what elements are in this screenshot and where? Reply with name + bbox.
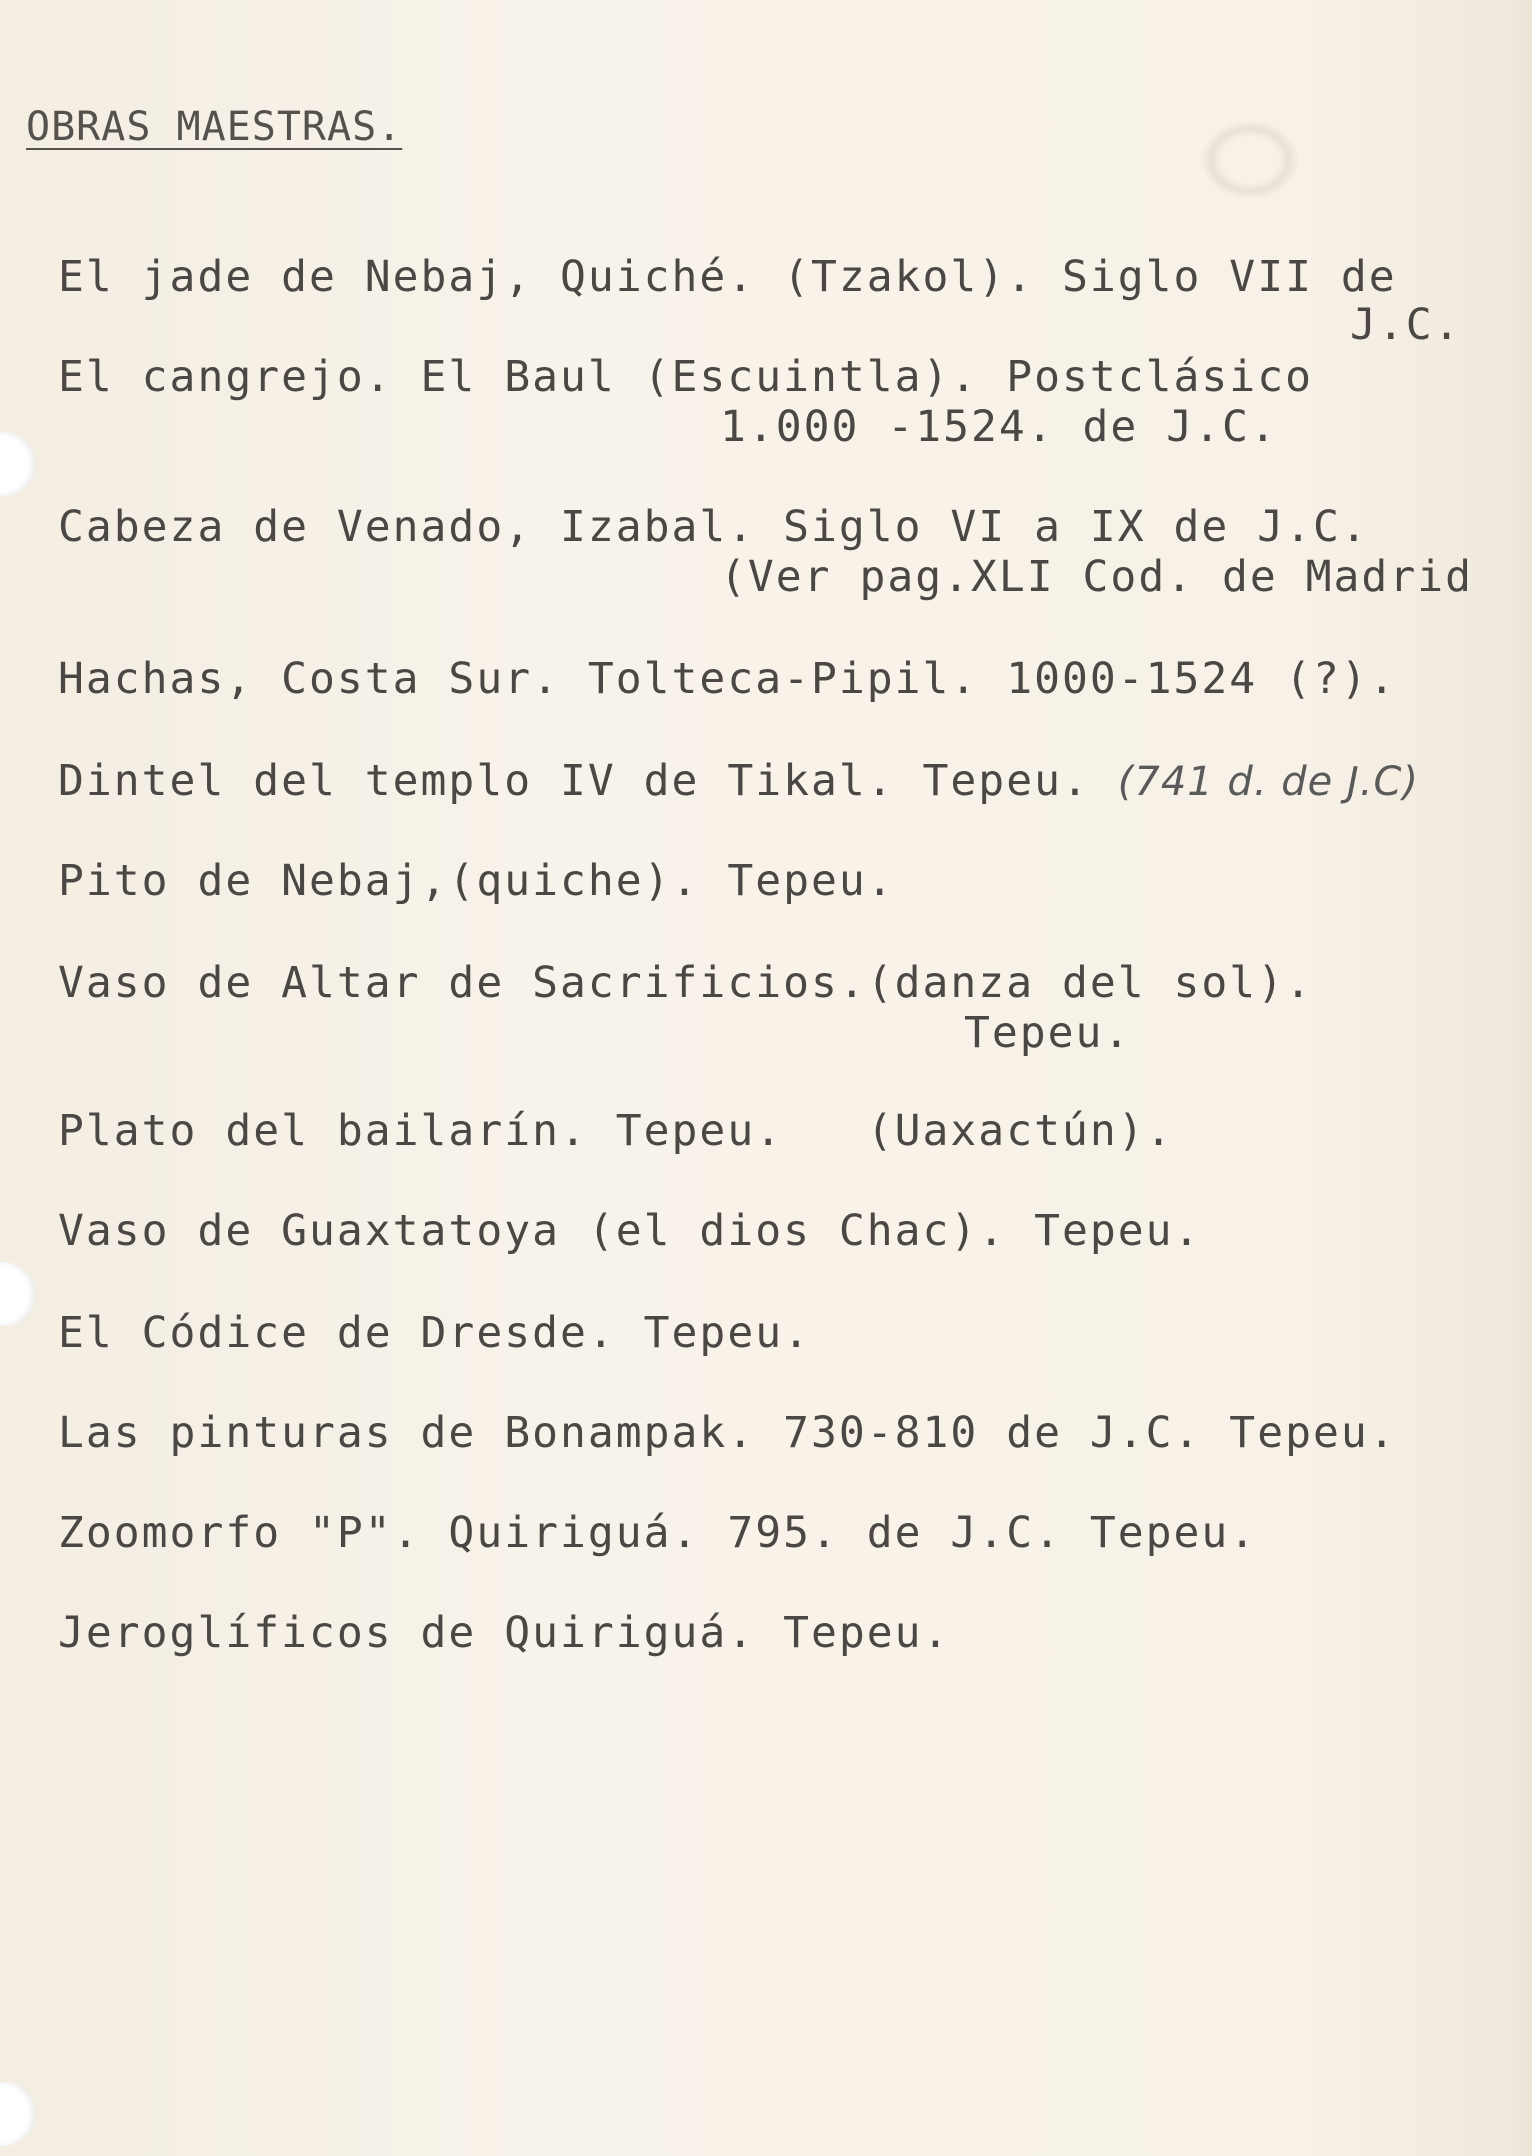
entry-line xyxy=(58,756,1419,806)
entry-line: Pito de Nebaj,(quiche). Tepeu. xyxy=(58,856,895,906)
entry-line: Hachas, Costa Sur. Tolteca-Pipil. 1000-1524 (?). xyxy=(58,654,1397,704)
entry-continuation: Tepeu. xyxy=(964,1008,1132,1058)
paper-edge xyxy=(1506,0,1532,2156)
entry-line: Vaso de Guaxtatoya (el dios Chac). Tepeu. xyxy=(58,1206,1202,1256)
entry-text: Dintel del templo IV de Tikal. Tepeu. xyxy=(58,756,1090,806)
paper-stain xyxy=(1200,120,1300,200)
entry-line: Zoomorfo "P". Quiriguá. 795. de J.C. Tepeu. xyxy=(58,1508,1258,1558)
entry-line: Cabeza de Venado, Izabal. Siglo VI a IX de J.C. xyxy=(58,502,1369,552)
page-title: OBRAS MAESTRAS. xyxy=(26,104,403,150)
entry-line: Jeroglíficos de Quiriguá. Tepeu. xyxy=(58,1608,951,1658)
entry-line: Plato del bailarín. Tepeu. (Uaxactún). xyxy=(58,1106,1174,1156)
entry-line: El cangrejo. El Baul (Escuintla). Postclásico xyxy=(58,352,1313,402)
entry-line: Vaso de Altar de Sacrificios.(danza del sol). xyxy=(58,958,1313,1008)
handwritten-annotation: (741 d. de J.C) xyxy=(1117,759,1420,805)
entry-line: El jade de Nebaj, Quiché. (Tzakol). Siglo VII de xyxy=(58,252,1397,302)
entry-continuation: J.C. xyxy=(1350,300,1462,350)
entry-line: Las pinturas de Bonampak. 730-810 de J.C. Tepeu. xyxy=(58,1408,1397,1458)
entry-continuation: (Ver pag.XLI Cod. de Madrid xyxy=(720,552,1473,602)
entry-line: El Códice de Dresde. Tepeu. xyxy=(58,1308,811,1358)
entry-continuation: 1.000 -1524. de J.C. xyxy=(720,402,1278,452)
